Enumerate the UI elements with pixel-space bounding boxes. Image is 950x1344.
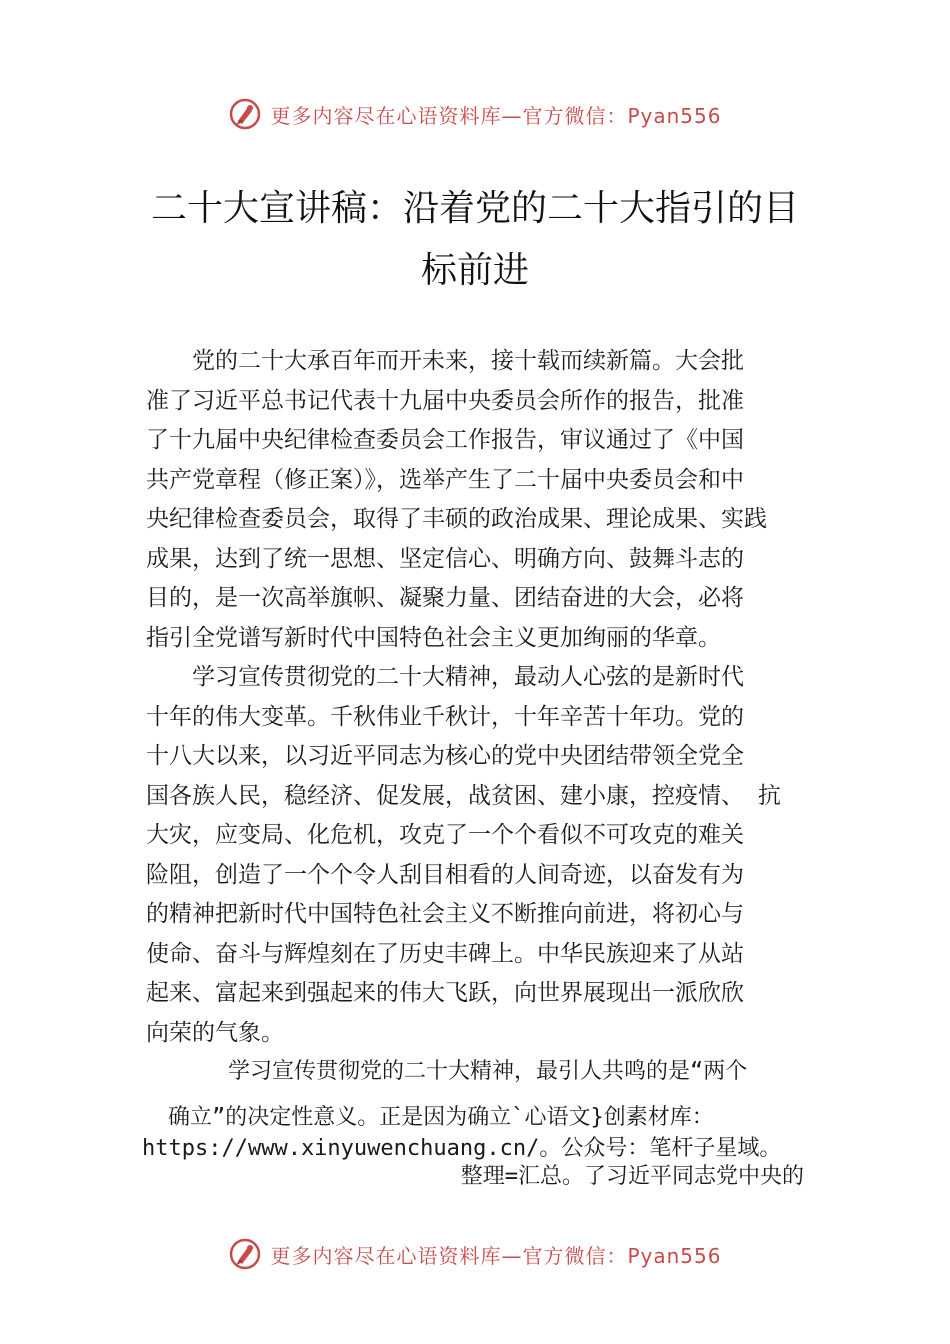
- paragraph-1-line: 共产党章程（修正案）》，选举产生了二十届中央委员会和中: [146, 466, 744, 493]
- paragraph-1-line: 了十九届中央纪律检查委员会工作报告，审议通过了《中国: [146, 427, 744, 453]
- paragraph-2-line: 十八大以来，以习近平同志为核心的党中央团结带领全党全: [146, 743, 744, 769]
- header-banner-text: 更多内容尽在心语资料库—官方微信：Pyan556: [270, 103, 722, 128]
- paragraph-3-line-2: 确立”的决定性意义。正是因为确立`心语文}创素材库：: [168, 1105, 714, 1130]
- page-title: [140, 178, 810, 302]
- paragraph-1-line: 成果，达到了统一思想、坚定信心、明确方向、鼓舞斗志的: [146, 545, 744, 572]
- title-line-1: 二十大宣讲稿：沿着党的二十大指引的目: [150, 188, 799, 229]
- paragraph-1: [146, 342, 822, 658]
- paragraph-2: [146, 658, 822, 1053]
- paragraph-1-line: 准了习近平总书记代表十九届中央委员会所作的报告，批准: [146, 387, 744, 414]
- pen-nib-logo-icon: [228, 1237, 262, 1271]
- paragraph-2-line: 学习宣传贯彻党的二十大精神，最动人心弦的是新时代: [146, 664, 744, 690]
- paragraph-2-line: 向荣的气象。: [146, 1019, 284, 1046]
- paragraph-2-line: 使命、奋斗与辉煌刻在了历史丰碑上。中华民族迎来了从站: [146, 940, 744, 967]
- paragraph-1-line: 党的二十大承百年而开未来，接十载而续新篇。大会批: [146, 348, 744, 374]
- paragraph-1-line: 目的，是一次高举旗帜、凝聚力量、团结奋进的大会，必将: [146, 585, 744, 611]
- header-banner: [0, 94, 950, 134]
- paragraph-3-url-line: https://www.xinyuwenchuang.cn/。公众号：笔杆子星域。: [142, 1136, 782, 1161]
- paragraph-2-line: 险阻，创造了一个个令人刮目相看的人间奇迹，以奋发有为: [146, 861, 744, 888]
- footer-banner-text: 更多内容尽在心语资料库—官方微信：Pyan556: [270, 1243, 722, 1268]
- paragraph-3-line-4: 整理=汇总。了习近平同志党中央的: [460, 1164, 804, 1189]
- paragraph-2-line: 大灾，应变局、化危机，攻克了一个个看似不可攻克的难关: [146, 822, 744, 848]
- paragraph-3-line-1: 学习宣传贯彻党的二十大精神，最引人共鸣的是“两个: [228, 1059, 748, 1084]
- paragraph-1-line: 央纪律检查委员会，取得了丰硕的政治成果、理论成果、实践: [146, 506, 767, 532]
- paragraph-2-line: 十年的伟大变革。千秋伟业千秋计，十年辛苦十年功。党的: [146, 703, 744, 730]
- paragraph-2-line: 国各族人民，稳经济、促发展，战贫困、建小康，控疫情、 抗: [146, 782, 781, 809]
- paragraph-1-line: 指引全党谱写新时代中国特色社会主义更加绚丽的华章。: [146, 624, 721, 651]
- paragraph-2-line: 起来、富起来到强起来的伟大飞跃，向世界展现出一派欣欣: [146, 980, 744, 1006]
- footer-banner: [0, 1234, 950, 1274]
- paragraph-2-line: 的精神把新时代中国特色社会主义不断推向前进，将初心与: [146, 901, 744, 927]
- title-line-2: 标前进: [420, 250, 529, 291]
- pen-nib-logo-icon: [228, 97, 262, 131]
